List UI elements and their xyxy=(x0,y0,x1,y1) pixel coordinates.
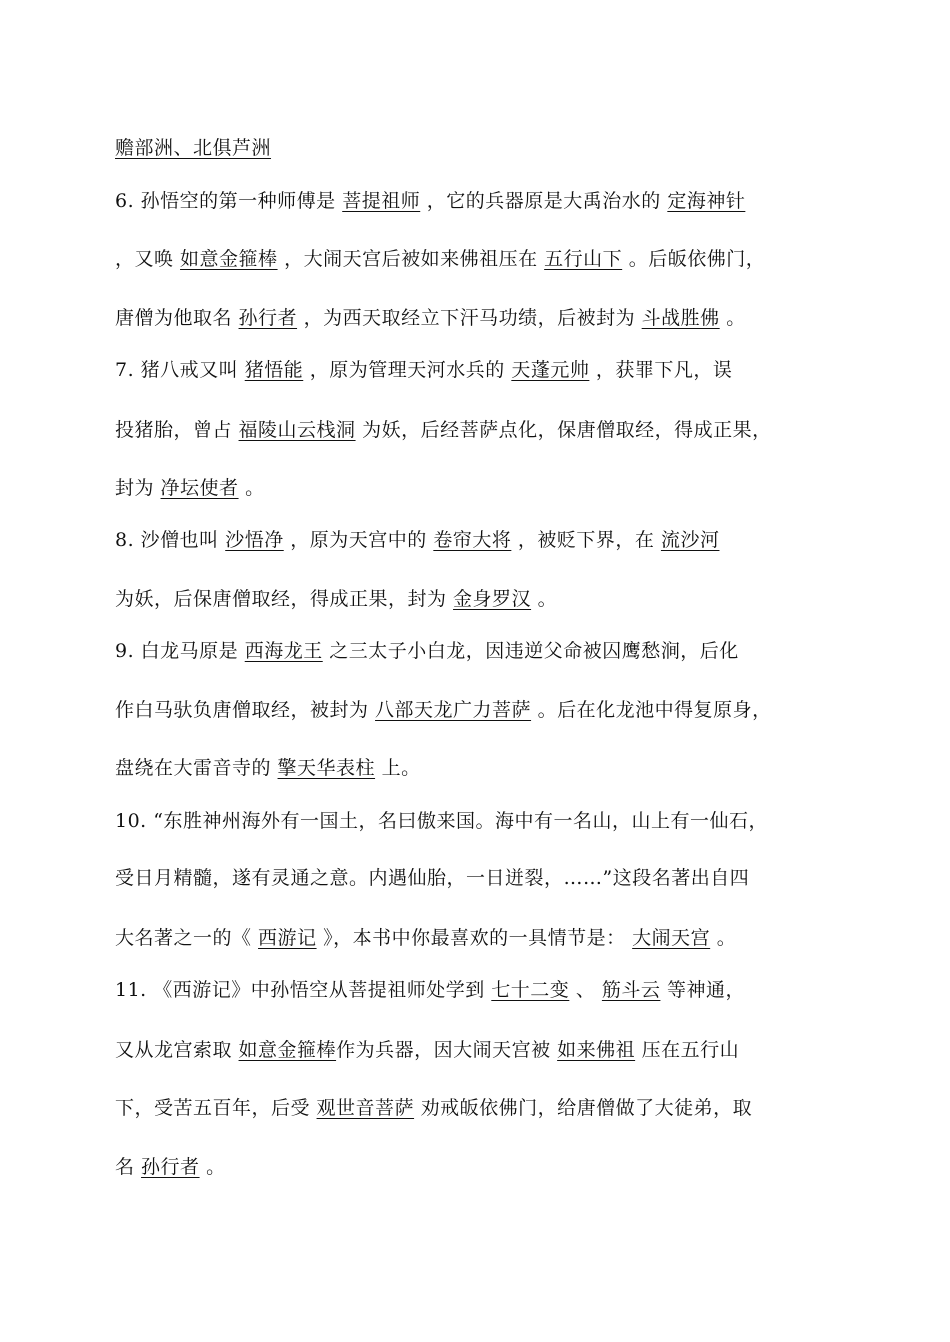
line-5-answer-1: 猪悟能 xyxy=(244,359,304,381)
line-4-answer-3: 斗战胜佛 xyxy=(641,307,720,329)
line-19-text-0: 名 xyxy=(115,1156,142,1178)
line-5-text-0: 7. 猪八戒又叫 xyxy=(115,359,245,381)
line-17-answer-1: 如意金箍棒 xyxy=(238,1039,337,1061)
line-6-answer-1: 福陵山云栈洞 xyxy=(238,419,356,441)
line-5-text-4: ，获罪下凡，误 xyxy=(589,359,733,381)
line-16-answer-1: 七十二变 xyxy=(491,979,570,1001)
line-12-text-2: 上。 xyxy=(375,757,421,779)
line-2-answer-3: 定海神针 xyxy=(667,190,746,212)
line-2-text-2: ，它的兵器原是大禹治水的 xyxy=(420,190,668,212)
text-line-14 xyxy=(115,858,850,898)
line-10-text-0: 9. 白龙马原是 xyxy=(115,640,245,662)
line-7-text-2: 。 xyxy=(238,477,265,499)
line-9-answer-1: 金身罗汉 xyxy=(453,588,532,610)
line-8-text-0: 8. 沙僧也叫 xyxy=(115,529,226,551)
line-15-text-0: 大名著之一的《 xyxy=(115,927,259,949)
line-9-text-0: 为妖，后保唐僧取经，得成正果，封为 xyxy=(115,588,454,610)
line-17-text-0: 又从龙宫索取 xyxy=(115,1039,239,1061)
text-line-5 xyxy=(115,350,850,390)
text-line-9 xyxy=(115,579,850,619)
line-8-answer-1: 沙悟净 xyxy=(225,529,284,551)
text-line-13 xyxy=(115,801,850,841)
line-4-text-2: ，为西天取经立下汗马功绩，后被封为 xyxy=(297,307,642,329)
line-12-text-0: 盘绕在大雷音寺的 xyxy=(115,757,278,779)
line-15-text-4: 。 xyxy=(710,927,737,949)
line-3-text-2: ，大闹天宫后被如来佛祖压在 xyxy=(277,248,545,270)
text-line-16 xyxy=(115,970,850,1010)
line-19-text-2: 。 xyxy=(199,1156,226,1178)
text-line-7 xyxy=(115,468,850,508)
line-2-answer-1: 菩提祖师 xyxy=(342,190,421,212)
line-1-answer-1: 赡部洲、北俱芦洲 xyxy=(115,137,272,159)
line-4-answer-1: 孙行者 xyxy=(238,307,298,329)
line-11-text-2: 。后在化龙池中得复原身， xyxy=(531,699,772,721)
text-line-3 xyxy=(115,239,850,279)
line-6-text-0: 投猪胎，曾占 xyxy=(115,419,239,441)
line-15-answer-1: 西游记 xyxy=(258,927,317,949)
text-line-18 xyxy=(115,1088,850,1128)
line-8-text-2: ，原为天宫中的 xyxy=(283,529,434,551)
line-3-answer-3: 五行山下 xyxy=(544,248,623,270)
line-8-answer-3: 卷帘大将 xyxy=(433,529,512,551)
line-19-answer-1: 孙行者 xyxy=(141,1156,200,1178)
line-5-text-2: ，原为管理天河水兵的 xyxy=(303,359,512,381)
line-16-text-0: 11. 《西游记》中孙悟空从菩提祖师处学到 xyxy=(115,979,492,1001)
line-7-answer-1: 净坛使者 xyxy=(160,477,239,499)
line-15-text-2: 》，本书中你最喜欢的一具情节是： xyxy=(316,927,633,949)
text-line-15 xyxy=(115,918,850,958)
text-line-6 xyxy=(115,410,850,450)
line-17-answer-3: 如来佛祖 xyxy=(557,1039,636,1061)
text-line-17 xyxy=(115,1030,850,1070)
line-3-answer-1: 如意金箍棒 xyxy=(180,248,278,270)
line-3-text-0: ，又唤 xyxy=(115,248,181,270)
line-5-answer-3: 天蓬元帅 xyxy=(511,359,590,381)
text-line-19 xyxy=(115,1147,850,1187)
line-17-text-2: 作为兵器，因大闹天宫被 xyxy=(336,1039,558,1061)
text-line-10 xyxy=(115,631,850,671)
line-17-text-4: 压在五行山 xyxy=(635,1039,740,1061)
line-8-text-4: ，被贬下界，在 xyxy=(511,529,661,551)
line-16-text-4: 等神通， xyxy=(660,979,745,1001)
text-line-2 xyxy=(115,181,850,221)
text-line-8 xyxy=(115,520,850,560)
text-line-12 xyxy=(115,748,850,788)
line-10-answer-1: 西海龙王 xyxy=(244,640,323,662)
line-14-text-0: 受日月精髓，遂有灵通之意。内遇仙胎，一日迸裂，……”这段名著出自四 xyxy=(115,867,750,889)
line-18-text-2: 劝戒皈依佛门，给唐僧做了大徒弟，取 xyxy=(414,1097,753,1119)
line-9-text-2: 。 xyxy=(531,588,558,610)
line-12-answer-1: 擎天华表柱 xyxy=(277,757,376,779)
text-line-11 xyxy=(115,690,850,730)
line-2-text-0: 6. 孙悟空的第一种师傅是 xyxy=(115,190,343,212)
line-8-answer-5: 流沙河 xyxy=(660,529,720,551)
line-4-text-4: 。 xyxy=(719,307,746,329)
line-18-text-0: 下，受苦五百年，后受 xyxy=(115,1097,317,1119)
line-16-answer-3: 筋斗云 xyxy=(601,979,661,1001)
line-7-text-0: 封为 xyxy=(115,477,161,499)
line-10-text-2: 之三太子小白龙，因违逆父命被囚鹰愁涧，后化 xyxy=(322,640,739,662)
line-15-answer-3: 大闹天宫 xyxy=(632,927,711,949)
line-11-text-0: 作白马驮负唐僧取经，被封为 xyxy=(115,699,376,721)
line-13-text-0: 10. “东胜神州海外有一国土，名曰傲来国。海中有一名山，山上有一仙石， xyxy=(115,810,768,832)
line-11-answer-1: 八部天龙广力菩萨 xyxy=(375,699,532,721)
line-4-text-0: 唐僧为他取名 xyxy=(115,307,239,329)
line-3-text-4: 。后皈依佛门， xyxy=(622,248,766,270)
text-line-4 xyxy=(115,298,850,338)
text-line-1 xyxy=(115,128,850,168)
line-18-answer-1: 观世音菩萨 xyxy=(316,1097,415,1119)
line-6-text-2: 为妖，后经菩萨点化，保唐僧取经，得成正果， xyxy=(355,419,772,441)
line-16-text-2: 、 xyxy=(569,979,602,1001)
